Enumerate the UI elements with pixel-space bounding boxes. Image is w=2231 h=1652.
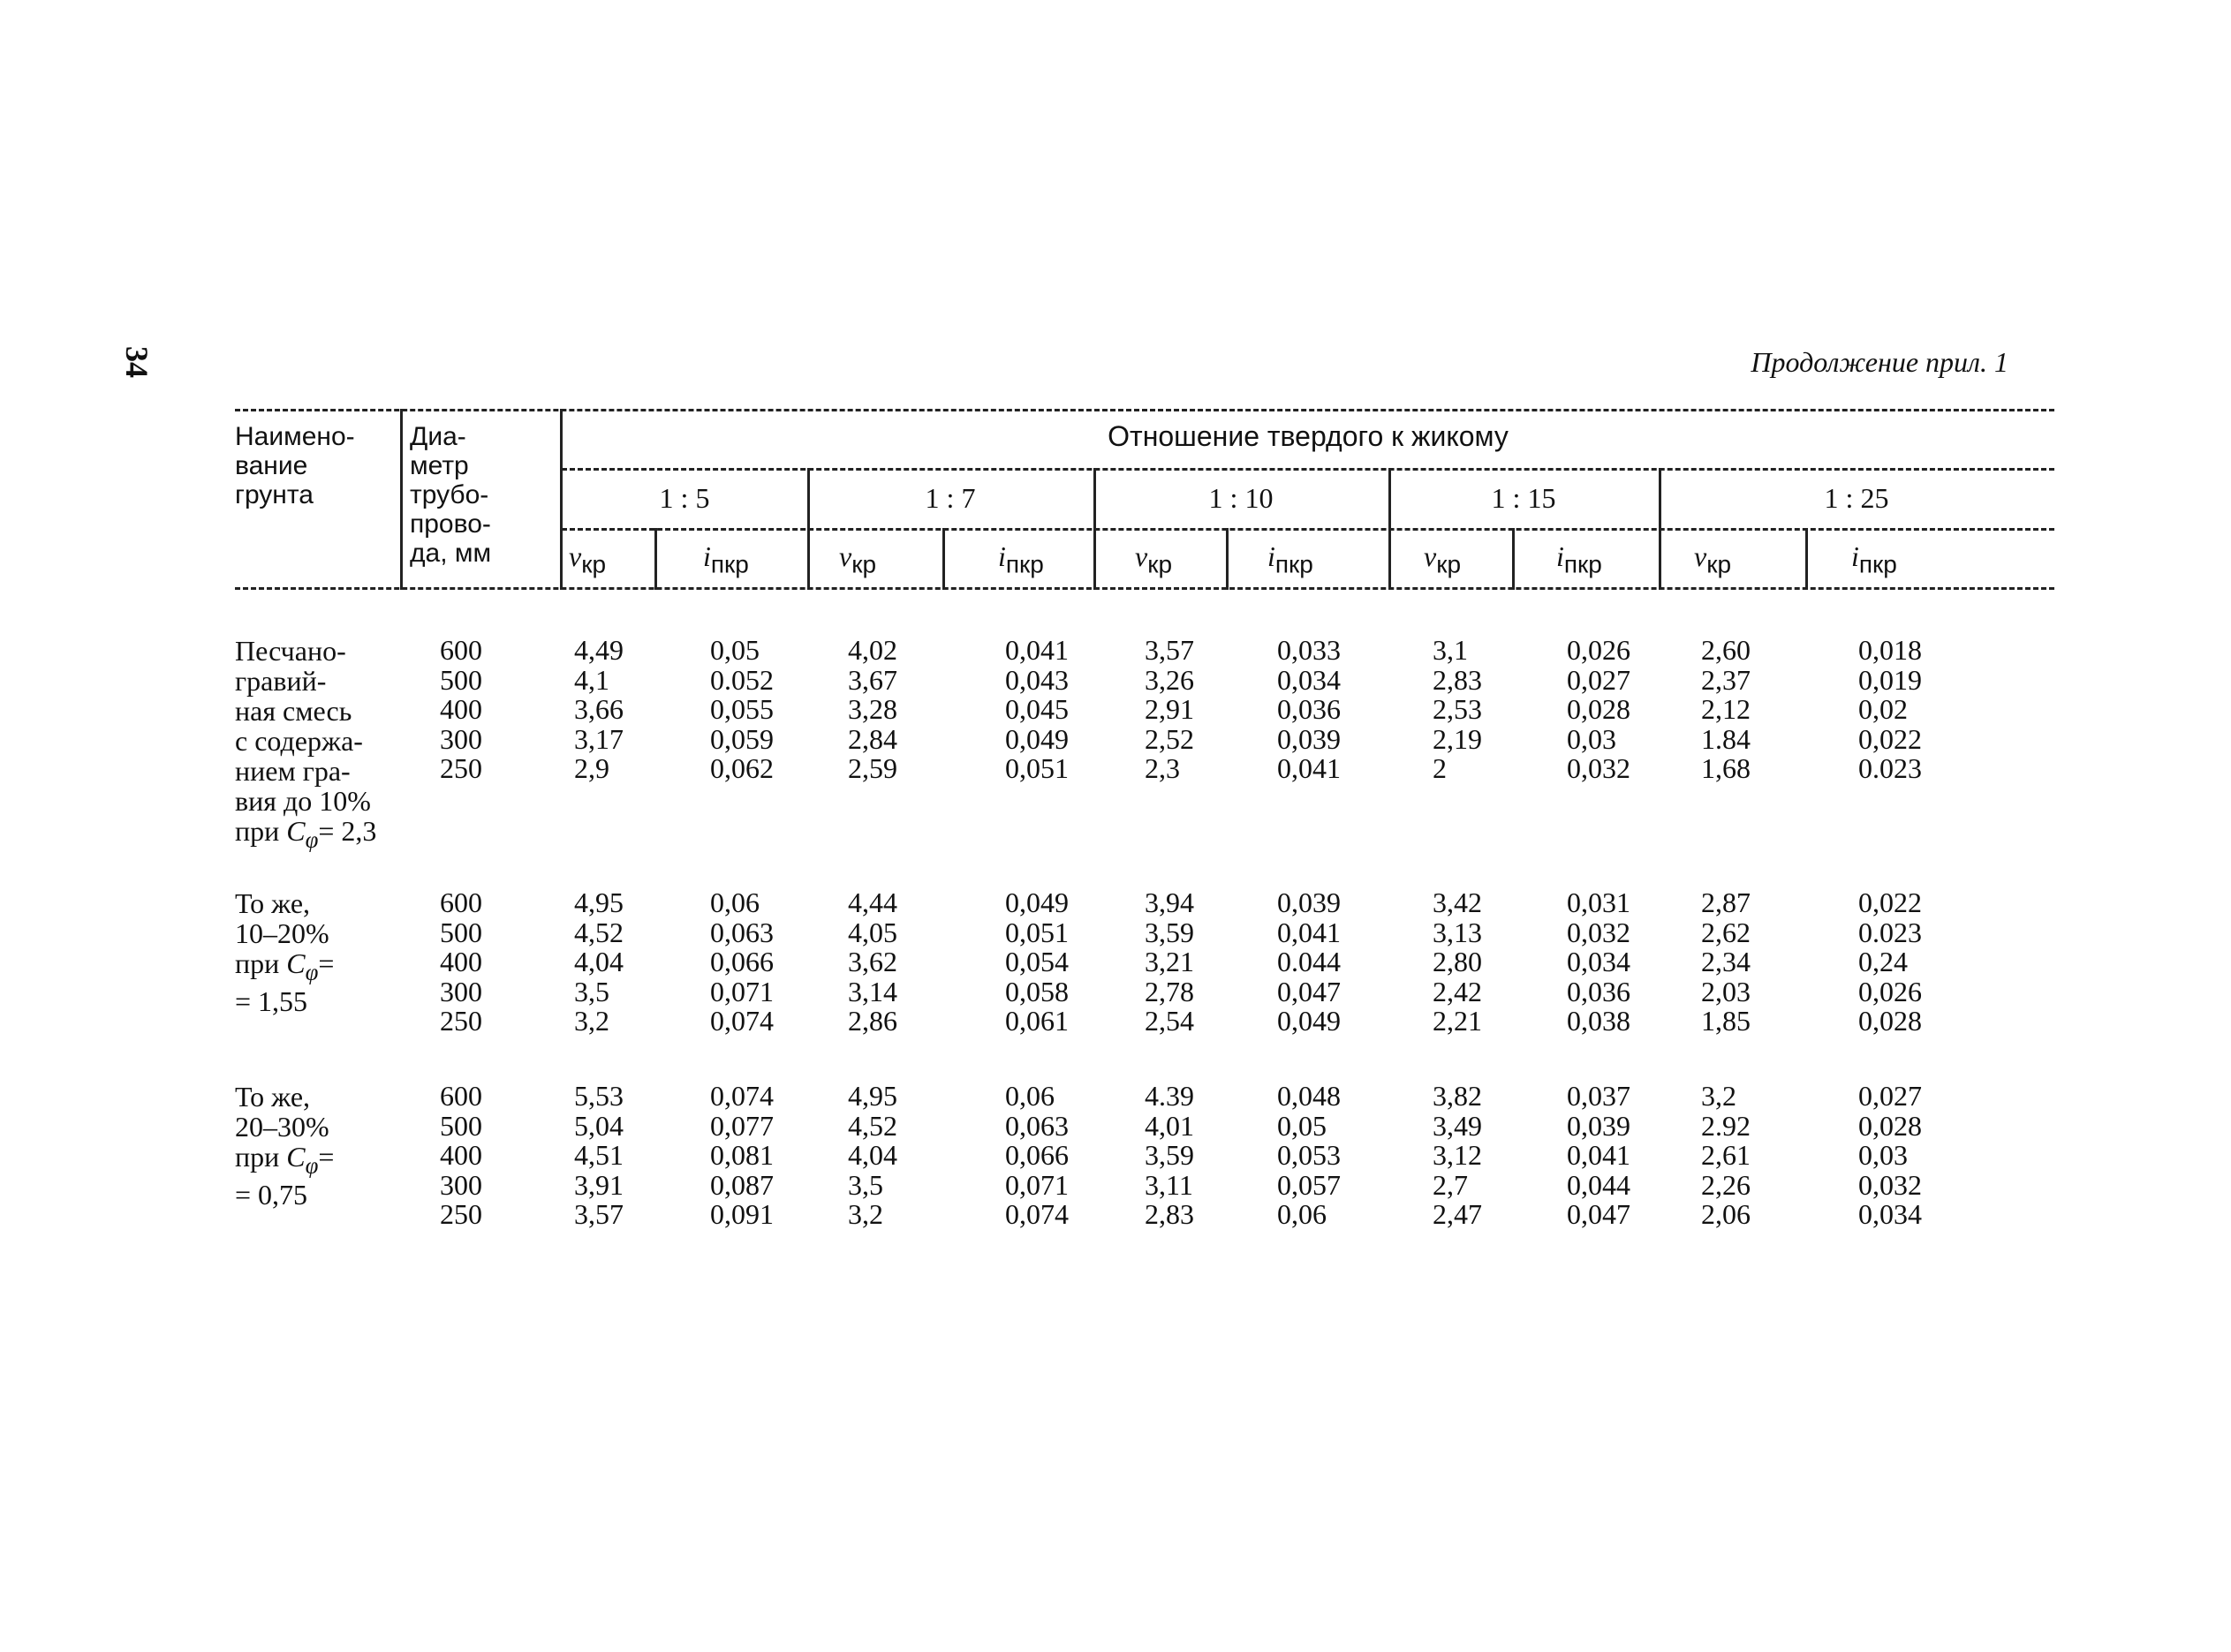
- i-pkr-values: 0,026 0,027 0,028 0,03 0,032: [1567, 634, 1630, 784]
- subheader-v-kr: $v_{кр}$: [1135, 540, 1173, 578]
- subheader-i-pkr: $i_{пкр}$: [1267, 540, 1313, 578]
- subheader-i-pkr: $i_{пкр}$: [998, 540, 1044, 578]
- header-group-title: Отношение твердого к жикому: [1108, 420, 1509, 452]
- i-pkr-values: 0,018 0,019 0,02 0,022 0.023: [1858, 634, 1922, 784]
- header-diameter: Диа- метр трубо- прово- да, мм: [410, 422, 492, 568]
- i-pkr-values: 0,031 0,032 0,034 0,036 0,038: [1567, 886, 1630, 1037]
- i-pkr-values: 0,037 0,039 0,041 0,044 0,047: [1567, 1080, 1630, 1230]
- diameter-values: 600 500 400 300 250: [440, 886, 482, 1037]
- v-kr-values: 2,60 2,37 2,12 1.84 1,68: [1701, 634, 1751, 784]
- page-number: 34: [119, 346, 155, 378]
- col-divider-sub-3: [1226, 528, 1229, 590]
- v-kr-values: 4.39 4,01 3,59 3,11 2,83: [1145, 1080, 1194, 1230]
- v-kr-values: 4,95 4,52 4,04 3,5 3,2: [574, 886, 624, 1037]
- v-kr-values: 4,49 4,1 3,66 3,17 2,9: [574, 634, 624, 784]
- i-pkr-values: 0,033 0,034 0,036 0,039 0,041: [1277, 634, 1341, 784]
- v-kr-values: 4,95 4,52 4,04 3,5 3,2: [848, 1080, 897, 1230]
- ratio-1-7: 1 : 7: [925, 482, 976, 514]
- v-kr-values: 3,1 2,83 2,53 2,19 2: [1433, 634, 1482, 784]
- v-kr-values: 2,87 2,62 2,34 2,03 1,85: [1701, 886, 1751, 1037]
- ratio-rule: [562, 528, 2054, 531]
- i-pkr-values: 0,039 0,041 0.044 0,047 0,049: [1277, 886, 1341, 1037]
- ratio-1-15: 1 : 15: [1491, 482, 1556, 514]
- subheader-v-kr: $v_{кр}$: [1694, 540, 1732, 578]
- subheader-v-kr: $v_{кр}$: [1424, 540, 1462, 578]
- col-divider-sub-4: [1512, 528, 1515, 590]
- i-pkr-values: 0,06 0,063 0,066 0,071 0,074: [1005, 1080, 1069, 1230]
- i-pkr-values: 0,074 0,077 0,081 0,087 0,091: [710, 1080, 774, 1230]
- col-divider-sub-5: [1805, 528, 1808, 590]
- diameter-values: 600 500 400 300 250: [440, 634, 482, 784]
- soil-name: То же, 10–20% при $C_\varphi=$ = 1,55: [235, 887, 335, 1018]
- col-divider-sub-2: [942, 528, 945, 590]
- i-pkr-values: 0,06 0,063 0,066 0,071 0,074: [710, 886, 774, 1037]
- subheader-i-pkr: $i_{пкр}$: [703, 540, 749, 578]
- col-divider-sub-1: [654, 528, 657, 590]
- subheader-i-pkr: $i_{пкр}$: [1851, 540, 1897, 578]
- v-kr-values: 4,44 4,05 3,62 3,14 2,86: [848, 886, 897, 1037]
- v-kr-values: 3,57 3,26 2,91 2,52 2,3: [1145, 634, 1194, 784]
- group-title-rule: [562, 468, 2054, 471]
- subheader-v-kr: $v_{кр}$: [569, 540, 607, 578]
- v-kr-values: 3,2 2.92 2,61 2,26 2,06: [1701, 1080, 1751, 1230]
- header-bottom-rule: [235, 587, 2054, 590]
- ratio-1-10: 1 : 10: [1208, 482, 1274, 514]
- i-pkr-values: 0,05 0.052 0,055 0,059 0,062: [710, 634, 774, 784]
- continuation-title: Продолжение прил. 1: [1751, 346, 2008, 378]
- diameter-values: 600 500 400 300 250: [440, 1080, 482, 1230]
- subheader-i-pkr: $i_{пкр}$: [1556, 540, 1602, 578]
- i-pkr-values: 0,048 0,05 0,053 0,057 0,06: [1277, 1080, 1341, 1230]
- col-divider-soil: [400, 409, 403, 590]
- i-pkr-values: 0,022 0.023 0,24 0,026 0,028: [1858, 886, 1922, 1037]
- v-kr-values: 3,94 3,59 3,21 2,78 2,54: [1145, 886, 1194, 1037]
- soil-name: Песчано- гравий- ная смесь с содержа- нием гра- вия до 10% при $C_\varphi= 2,3$: [235, 635, 377, 853]
- soil-name: То же, 20–30% при $C_\varphi=$ = 0,75: [235, 1081, 335, 1211]
- table-top-rule: [235, 409, 2054, 411]
- i-pkr-values: 0,049 0,051 0,054 0,058 0,061: [1005, 886, 1069, 1037]
- i-pkr-values: 0,041 0,043 0,045 0,049 0,051: [1005, 634, 1069, 784]
- v-kr-values: 5,53 5,04 4,51 3,91 3,57: [574, 1080, 624, 1230]
- v-kr-values: 4,02 3,67 3,28 2,84 2,59: [848, 634, 897, 784]
- i-pkr-values: 0,027 0,028 0,03 0,032 0,034: [1858, 1080, 1922, 1230]
- ratio-1-25: 1 : 25: [1824, 482, 1889, 514]
- subheader-v-kr: $v_{кр}$: [839, 540, 877, 578]
- ratio-1-5: 1 : 5: [659, 482, 710, 514]
- header-soil: Наимено- вание грунта: [235, 422, 355, 509]
- v-kr-values: 3,82 3,49 3,12 2,7 2,47: [1433, 1080, 1482, 1230]
- v-kr-values: 3,42 3,13 2,80 2,42 2,21: [1433, 886, 1482, 1037]
